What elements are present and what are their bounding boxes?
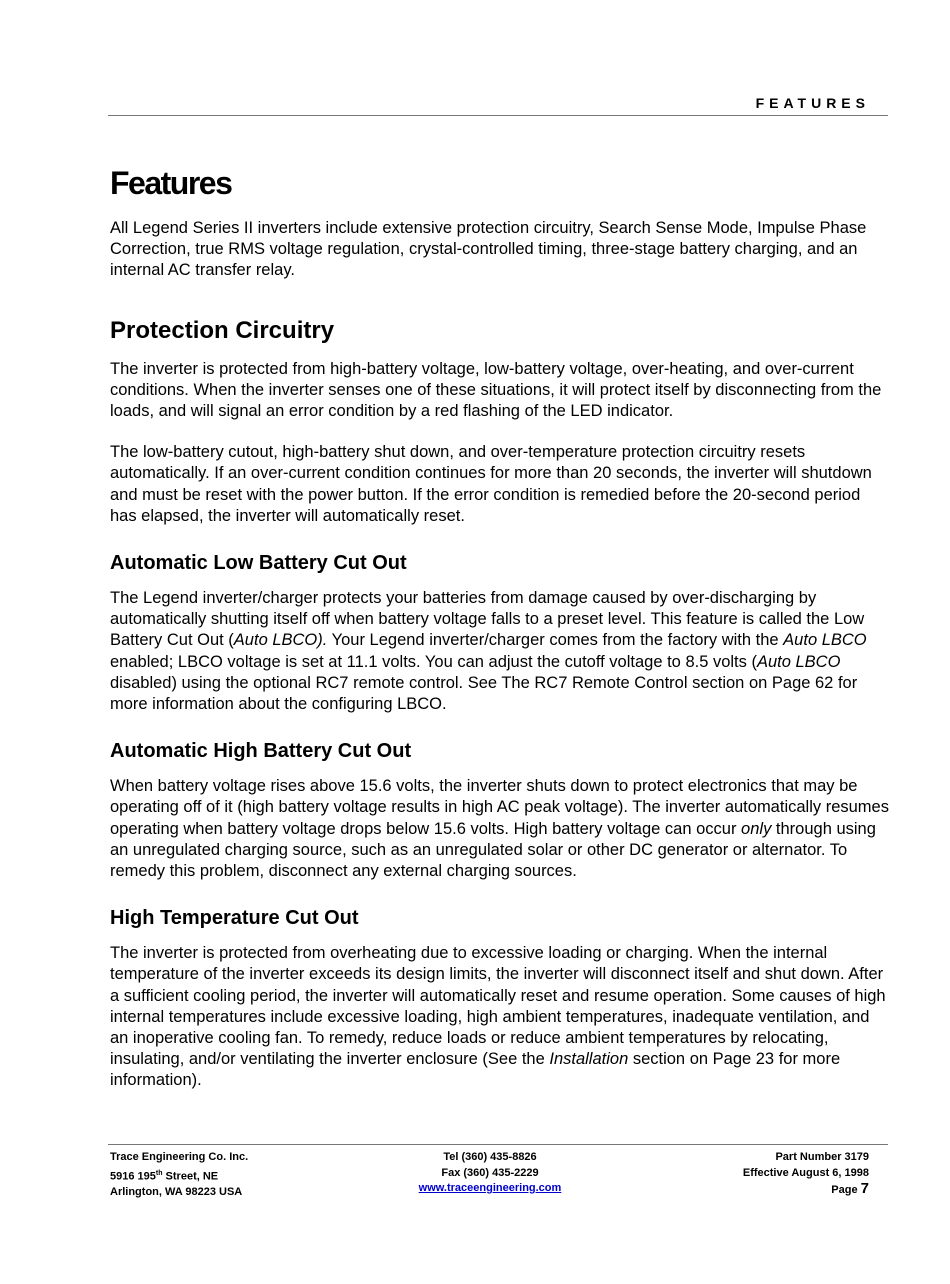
high-battery-paragraph: When battery voltage rises above 15.6 volts, the inverter shuts down to protect electronics that may be operating off of it (high battery voltage results in high AC peak voltage). The inverter automatically resumes operating when battery voltage drops below 15.6 volts. High battery voltage can occur only through using an unregulated charging source, such as an unregulated solar or other DC generator or alternator. To remedy this problem, disconnect any external charging sources. (110, 777, 889, 881)
footer-page: Page 7 (831, 1180, 869, 1197)
footer-document-info (743, 1150, 869, 1199)
footer-website-link[interactable]: www.traceengineering.com (418, 1182, 562, 1194)
high-temp-heading: High Temperature Cut Out (110, 907, 359, 930)
section-label: FEATURES (755, 95, 870, 111)
footer-divider (108, 1144, 888, 1145)
low-battery-heading: Automatic Low Battery Cut Out (110, 552, 407, 575)
intro-paragraph: All Legend Series II inverters include extensive protection circuitry, Search Sense Mode, Impulse Phase Correction, true RMS voltage regulation, crystal-controlled timing, three-stage battery charging, and an internal AC transfer relay. (110, 219, 867, 280)
footer-street: 5916 195th Street, NE (110, 1169, 219, 1183)
footer-contact (380, 1150, 600, 1197)
footer-tel: Tel (360) 435-8826 (443, 1151, 537, 1163)
header-divider (108, 115, 888, 116)
page-content (110, 162, 890, 1092)
low-battery-paragraph: The Legend inverter/charger protects your batteries from damage caused by over-discharging by automatically shutting itself off when battery voltage falls to a preset level. This feature is called the Low Battery Cut Out (Auto LBCO). Your Legend inverter/charger comes from the factory with the Auto LBCO enabled; LBCO voltage is set at 11.1 volts. You can adjust the cutoff voltage to 8.5 volts (Auto LBCO disabled) using the optional RC7 remote control. See The RC7 Remote Control section on Page 62 for more information about the configuring LBCO. (110, 589, 867, 714)
protection-paragraph-2: The low-battery cutout, high-battery shut down, and over-temperature protection circuitry resets automatically. If an over-current condition continues for more than 20 seconds, the inverter will shutdown and must be reset with the power button. If the error condition is remedied before the 20-second period has elapsed, the inverter will automatically reset. (110, 443, 872, 525)
footer-address (110, 1150, 248, 1200)
footer-fax: Fax (360) 435-2229 (441, 1166, 539, 1179)
high-temp-paragraph: The inverter is protected from overheating due to excessive loading or charging. When the internal temperature of the inverter exceeds its design limits, the inverter will disconnect itself and shut down. After a sufficient cooling period, the inverter will automatically reset and resume operation. Some causes of high internal temperatures include excessive loading, high ambient temperatures, inadequate ventilation, and an inoperative cooling fan. To remedy, reduce loads or reduce ambient temperatures by relocating, insulating, and/or ventilating the inverter enclosure (See the Installation section on Page 23 for more information). (110, 944, 886, 1090)
page-title: Features (110, 165, 232, 201)
footer-effective-date: Effective August 6, 1998 (742, 1166, 869, 1179)
page-number: 7 (860, 1180, 869, 1197)
high-battery-heading: Automatic High Battery Cut Out (110, 740, 412, 763)
protection-heading: Protection Circuitry (110, 316, 335, 344)
footer-city: Arlington, WA 98223 USA (110, 1185, 243, 1198)
footer-company: Trace Engineering Co. Inc. (110, 1151, 249, 1163)
footer-part-number: Part Number 3179 (775, 1151, 869, 1163)
protection-paragraph-1: The inverter is protected from high-battery voltage, low-battery voltage, over-heating, and over-current conditions. When the inverter senses one of these situations, it will protect itself by disconnecting from the loads, and will signal an error condition by a red flashing of the LED indicator. (110, 359, 882, 421)
